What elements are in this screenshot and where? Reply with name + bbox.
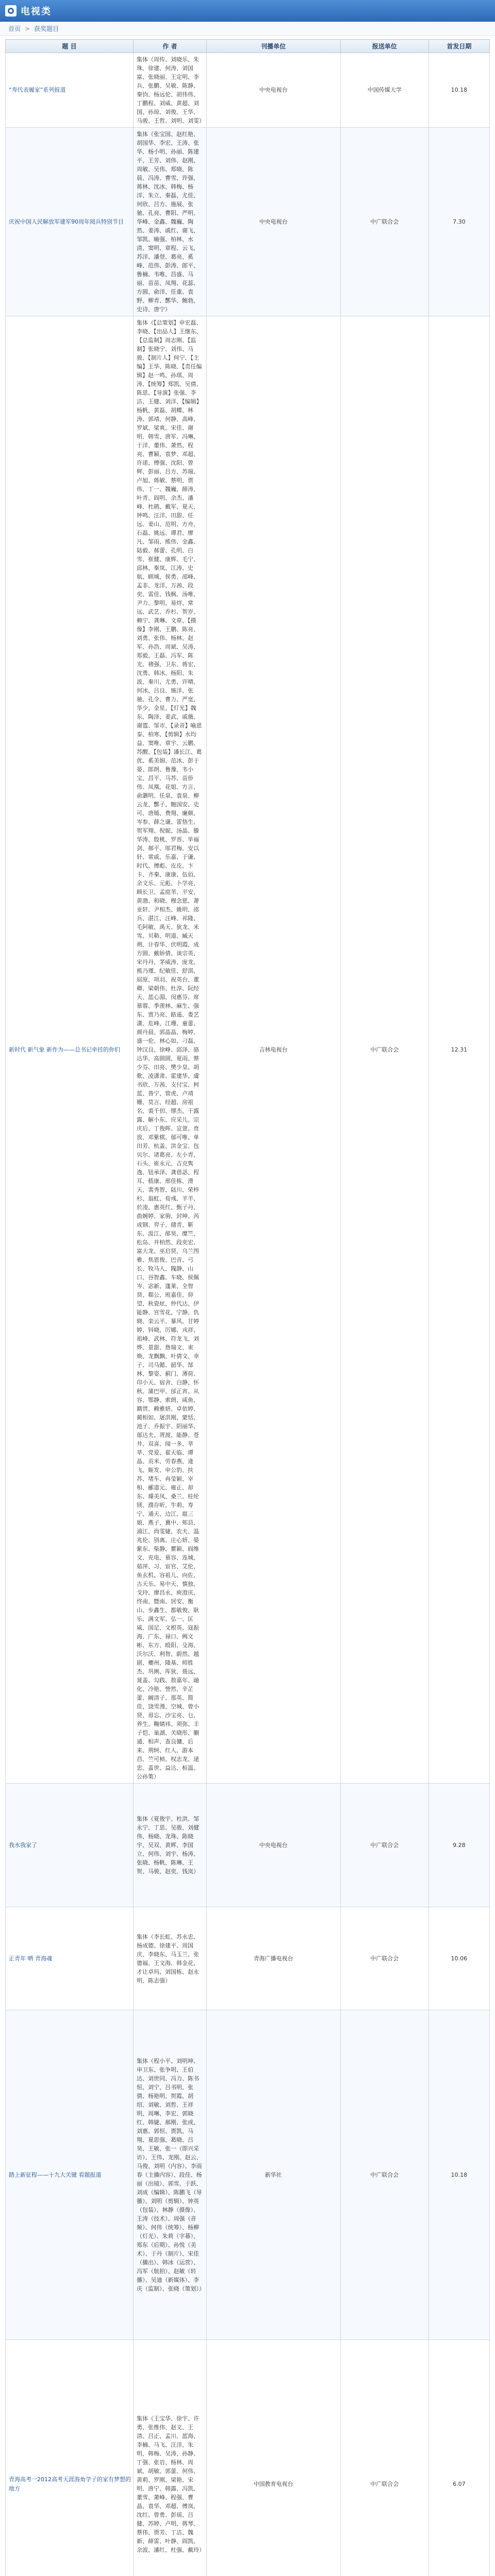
breadcrumb-home-link[interactable]: 首页 xyxy=(8,25,21,32)
table-row xyxy=(6,53,490,128)
row-title[interactable]: 青海高考一2012高考天涯海角学子的家有梦想的地方 xyxy=(6,2340,134,2576)
row-recommending-unit: 中广联合会 xyxy=(340,2010,428,2340)
row-date: 9.28 xyxy=(428,1784,489,1907)
column-header-unit: 刊播单位 xyxy=(206,40,340,53)
row-title[interactable]: “寿代表履家”系列报道 xyxy=(6,53,134,128)
column-header-recommending-unit: 报送单位 xyxy=(340,40,428,53)
row-authors: 集体（张宝国、赵红艳、胡国华、李宏、王涛、张华、杨小明、孙丽、陈建平、王芳、刘伟、赵刚、周敏、吴伟、郑晓、陈晨、冯涛、曹雪、许强、蒋林、沈冰、韩梅、杨洋、朱立、秦磊、尤佳、何欣、吕方、施展、张驰、孔亮、曹阳、严明、华峰、金鑫、魏巍、陶然、姜涛、戚红、谢飞、邹凯、喻强、柏林、水清、窦明、章程、云飞、苏洋、潘登、葛亮、奚峰、范伟、彭涛、郎平、鲁楠、韦唯、昌盛、马丽、苗苗、凤翔、花蕊、方圆、俞洋、任重、袁野、柳青、酆华、鲍勃、史诗、唐宁） xyxy=(134,128,207,316)
table-row xyxy=(6,1784,490,1907)
row-authors: 集体（李长虹、苏永忠、杨成德、徐建平、周国庆、李晓东、马玉兰、张德福、王文海、韩金花、才让卓玛、刘国栋、赵永明、陈志强） xyxy=(134,1907,207,2010)
column-header-date: 首发日期 xyxy=(428,40,489,53)
breadcrumb xyxy=(0,22,495,36)
row-authors: 集体（【总策划】申宏磊、李晓、【出品人】王继东、【总监制】周志刚、【监制】张晓宁、刘伟、马骏、【制片人】何宁、【主编】王华、陈晓、【责任编辑】赵一鸣、孙琪、周涛、【统筹】郑凯、吴倩、陈思、【导演】张强、李洁、王健、刘洋、【编辑】杨帆、黄磊、胡蝶、林涛、郭靖、何静、高峰、罗斌、梁爽、宋佳、谢明、韩雪、唐军、冯琳、于洋、董伟、萧然、程亮、曹颖、袁梦、邓超、许诺、傅强、沈阳、曾辉、彭丽、吕方、苏瑞、卢旭、蒋敏、蔡明、贾伟、丁一、魏巍、薛涛、叶青、阎明、余杰、潘峰、杜鹃、戴军、夏天、钟鸣、汪洋、田甜、任远、姜山、范明、方舟、石磊、姚远、谭君、廖凡、邹雨、熊伟、金鑫、陆毅、郝蕾、孔明、白雪、崔健、康辉、毛宁、邱林、秦岚、江涛、史航、顾城、侯勇、邵峰、孟非、龙洋、万茜、段奕、雷佳、钱枫、汤唯、尹力、黎明、易烊、常远、武艺、乔杉、贺岁、赖宁、龚琳、文章、【摄像】李刚、王鹏、陈亮、刘勇、张伟、杨林、赵军、孙浩、周斌、吴涛、郑毅、王磊、冯军、陈光、褚强、卫东、蒋宏、沈勇、韩冰、杨阳、朱波、秦川、尤勇、许晴、何冰、吕良、施洋、张驰、孔令、曹力、严宽、华少、金星、【灯光】魏东、陶泽、姜武、戚薇、谢霆、邹市、【录音】喻恩泰、柏寒、【剪辑】水均益、窦唯、章宇、云鹏、苏醒、【包装】潘长江、葛优、奚美娟、范冰、彭于晏、郎朗、鲁豫、韦小宝、昌平、马苏、苗侨伟、凤凰、花姐、方言、俞灏明、任泉、袁泉、柳云龙、酆子、鲍国安、史可、唐嫣、费翔、廉颇、岑参、薛之谦、雷恪生、贺军翔、倪妮、汤晶、滕华涛、殷桃、罗晋、毕福剑、郝平、邬君梅、安以轩、常戚、乐嘉、于谦、时代、傅彪、皮皮、卞卡、齐秦、康康、伍佰、余文乐、元彪、卜学亮、顾长卫、孟庭苇、平安、黄渤、和晓、穆念慈、萧亚轩、尹相杰、姚明、邵兵、湛江、汪峰、祁隆、毛阿敏、禹天、狄龙、米雪、贝勒、明道、臧天朔、计春华、伏明霞、成方圆、戴娇倩、谈宗英、宋丹丹、茅威涛、庞龙、熊乃瑾、纪敏佳、舒淇、屈原、项羽、祝英台、董卿、梁朝伟、杜淳、阮经天、蓝心湄、闵惠芬、席慕蓉、季羡林、麻生、强东、贾乃亮、路遥、娄艺潇、危峰、江珊、童蕾、颜丹晨、郭晶晶、梅婷、盛一伦、林心如、刁磊、钟汉良、徐峥、邱泽、骆达华、高圆圆、夏雨、蔡少芬、田亮、樊少皇、胡歌、凌潇肃、霍建华、虞书欣、万茜、支付宝、柯蓝、昝宁、管虎、卢靖姗、莫言、经超、房祖名、裘千仞、缪杰、干露露、解小东、应采儿、宗庆后、丁俊晖、宣萱、贲放、邓紫棋、郁可唯、单田芳、杭盖、洪金宝、包贝尔、诸葛亮、左小青、石头、崔永元、吉克隽逸、钮承泽、龚蓓苾、程耳、嵇康、邢佳栋、滑天、裴秀智、陆川、荣梓杉、翁虹、荀彧、羊羊、於凌、惠英红、甄子丹、曲婉婷、家驹、封坤、芮成钢、羿子、储青、靳东、汲江、邴昊、糜竺、松岛、井柏然、段奕宏、富大龙、巫启贤、乌兰图雅、焦恩俊、巴音、弓长、牧马人、隗静、山口、谷智鑫、车晓、侯佩岑、宓新、蓬莱、全智贤、郗公、班嘉佳、仰望、秋瓷炫、仲代达、伊能静、宫雪花、宁静、仇晓、栾云平、暴风、甘婷婷、钭晓、厉娜、戎祥、祖峰、武林、符龙飞、刘烨、景甜、詹瑞文、束焕、龙飘飘、叶倩文、幸子、司马懿、韶华、郜林、黎姿、蓟门、薄荷、印小天、宿舍、白静、怀秋、蒲巴甲、邰正宵、从容、鄂静、索朗、咸鱼、籍贯、赖雅妍、卓依婷、蔺相如、屠洪刚、蒙恬、池子、乔振宇、阴丽华、郁达夫、胥渡、能静、苍井、双喜、闻一多、莘莘、党爱、翟天临、谭晶、贡米、劳春燕、逄飞、姬发、申公豹、扶苏、堵车、冉莹颖、宰相、郦道元、雍正、却东、璩美凤、桑兰、桂纶镁、濮存昕、牛莉、寿宁、通天、边江、扈三娘、燕子、冀中、郏县、浦江、尚雯婕、农夫、温兆伦、别离、庄心妍、晏紫东、柴静、瞿颖、阎维文、充电、慕容、连城、茹萍、习、宦官、艾伦、鱼玄机、容祖儿、向佐、古天乐、易中天、慎独、戈玲、廖昌永、庾澄庆、终南、暨南、居安、衡山、步鑫生、都敏俊、耿乐、满文军、弘一、匡威、国足、文根英、寇振海、广东、禄口、阙文彬、东方、殴阳、殳海、沃尔沃、利智、蔚然、越剧、夔州、隆基、师胜杰、巩俐、厍狄、聂远、晁盖、勾践、敖嘉年、融化、冷艳、訾然、辛芷蕾、阚清子、那英、简佳、饶雪漫、空城、曾小贤、毋忘、沙宝亮、乜、养生、鞠婧祎、须弥、丰子恺、巢湖、关晓彤、蒯通、相声、查良镛、后来、荆轲、红人、游本昌、竺可桢、权志龙、逯忠、盖世、益达、桓温、公孙策） xyxy=(134,316,207,1784)
row-title[interactable]: 踏上新征程——十九大关键 看题报道 xyxy=(6,2010,134,2340)
column-header-title: 题 目 xyxy=(6,40,134,53)
row-authors: 集体（周传、刘晓乐、朱珠、徐建、何涛、刘国富、张晓丽、王定明、李兵、张鹏、吴敏、陈静、秦钧、杨远伦、胡伟伟、丁鹏程、刘威、黄超、刘国、孙琼、刘俊、王华、马骏、王哲、刘明、刘雯） xyxy=(134,53,207,128)
row-unit: 中央电视台 xyxy=(206,53,340,128)
row-date: 7.30 xyxy=(428,128,489,316)
row-recommending-unit: 中广联合会 xyxy=(340,316,428,1784)
table-row xyxy=(6,316,490,1784)
page-title: 电视类 xyxy=(21,6,52,17)
row-date: 6.07 xyxy=(428,2340,489,2576)
channel-logo-icon xyxy=(5,5,16,16)
row-date: 12.31 xyxy=(428,316,489,1784)
row-title[interactable]: 新时代 新气象 新作为——总书记牵挂的你们 xyxy=(6,316,134,1784)
award-table xyxy=(5,39,490,2576)
row-unit: 中国教育电视台 xyxy=(206,2340,340,2576)
breadcrumb-current: 获奖题目 xyxy=(34,25,59,32)
row-title[interactable]: 正青年 晒 青海魂 xyxy=(6,1907,134,2010)
row-authors: 集体（夏俊宇、杜洪、邹永宁、丁思、吴骏、刘健伟、杨晓、龙珠、陈晓宇、吴双、黄辉、李国立、何伟、刘宇、杨涛、张晓、杨帆、陈琳、王贺、马骏、赵奕、钱岚） xyxy=(134,1784,207,1907)
row-unit: 中央电视台 xyxy=(206,128,340,316)
row-title[interactable]: 我水我家了 xyxy=(6,1784,134,1907)
header-bar xyxy=(0,0,495,22)
column-header-authors: 作 者 xyxy=(134,40,207,53)
row-authors: 集体（王宝华、徐宇、许勇、张维伟、赵文、王清、吕正、孟川、蓝海、李楠、马飞、汪洋、朱明、韩梅、吴涛、孙静、丁强、张岩、杨林、周斌、胡敏、郭蕾、何伟、黄莉、罗刚、梁艳、宋明、唐宁、韩露、冯凯、董雪、萧峰、程强、曹晶、袁华、邓超、傅岚、沈红、曾勇、彭瑶、吕健、苏婷、卢明、蒋琴、蔡伟、贾芳、丁洁、魏新、薛雷、叶静、阎凯、余波、潘红、杜强、戴玲） xyxy=(134,2340,207,2576)
row-authors: 集体（程小平、刘明坤、申卫东、张争明、王伯达、刘世同、冯力、陈书恒、刘宁、吕书明、张倩、杨艳明、贺霞、胡绍、刘敏、刘哲、王祥明、周琳、李宏、郭晓红、韩婕、郝刚、张成、刘惠、郭恒、贾凯、马翔、夏思强、葛晓、吕昊、王敏、张一（即兴采访）、王伟、龙刚、赵云、马俊、刘明（内容）、李雨春（主播内容）、段佳、杨丽（出镜）、郭雪、于跃、刘成（编辑）、陈鹏飞（导播）、刘明（剪辑）、钟英（包装）、林静（摄像）、王涛（技术）、周强（音频）、何伟（统筹）、杨柳（灯光）、朱莉（字幕）、郑东（后期）、孙悦（美术）、于丹（制片）、宋佳（播出）、韩冰（运营）、冯军（航拍）、赵敏（转播）、吴迪（新媒体）、李庆（监制）、张晓（策划）） xyxy=(134,2010,207,2340)
row-unit: 新华社 xyxy=(206,2010,340,2340)
row-unit: 中央电视台 xyxy=(206,1784,340,1907)
row-recommending-unit: 中广联合会 xyxy=(340,1784,428,1907)
row-date: 10.06 xyxy=(428,1907,489,2010)
row-date: 10.18 xyxy=(428,2010,489,2340)
row-date: 10.18 xyxy=(428,53,489,128)
row-title[interactable]: 庆祝中国人民解放军建军90周年阅兵特别节目 xyxy=(6,128,134,316)
table-row xyxy=(6,128,490,316)
table-row xyxy=(6,2340,490,2576)
table-header-row xyxy=(6,40,490,53)
row-recommending-unit: 中广联合会 xyxy=(340,1907,428,2010)
table-row xyxy=(6,2010,490,2340)
breadcrumb-separator-icon: > xyxy=(25,25,30,32)
row-recommending-unit: 中广联合会 xyxy=(340,128,428,316)
row-unit: 吉林电视台 xyxy=(206,316,340,1784)
row-recommending-unit: 中国传媒大学 xyxy=(340,53,428,128)
row-recommending-unit: 中广联合会 xyxy=(340,2340,428,2576)
table-row xyxy=(6,1907,490,2010)
row-unit: 青海广播电视台 xyxy=(206,1907,340,2010)
